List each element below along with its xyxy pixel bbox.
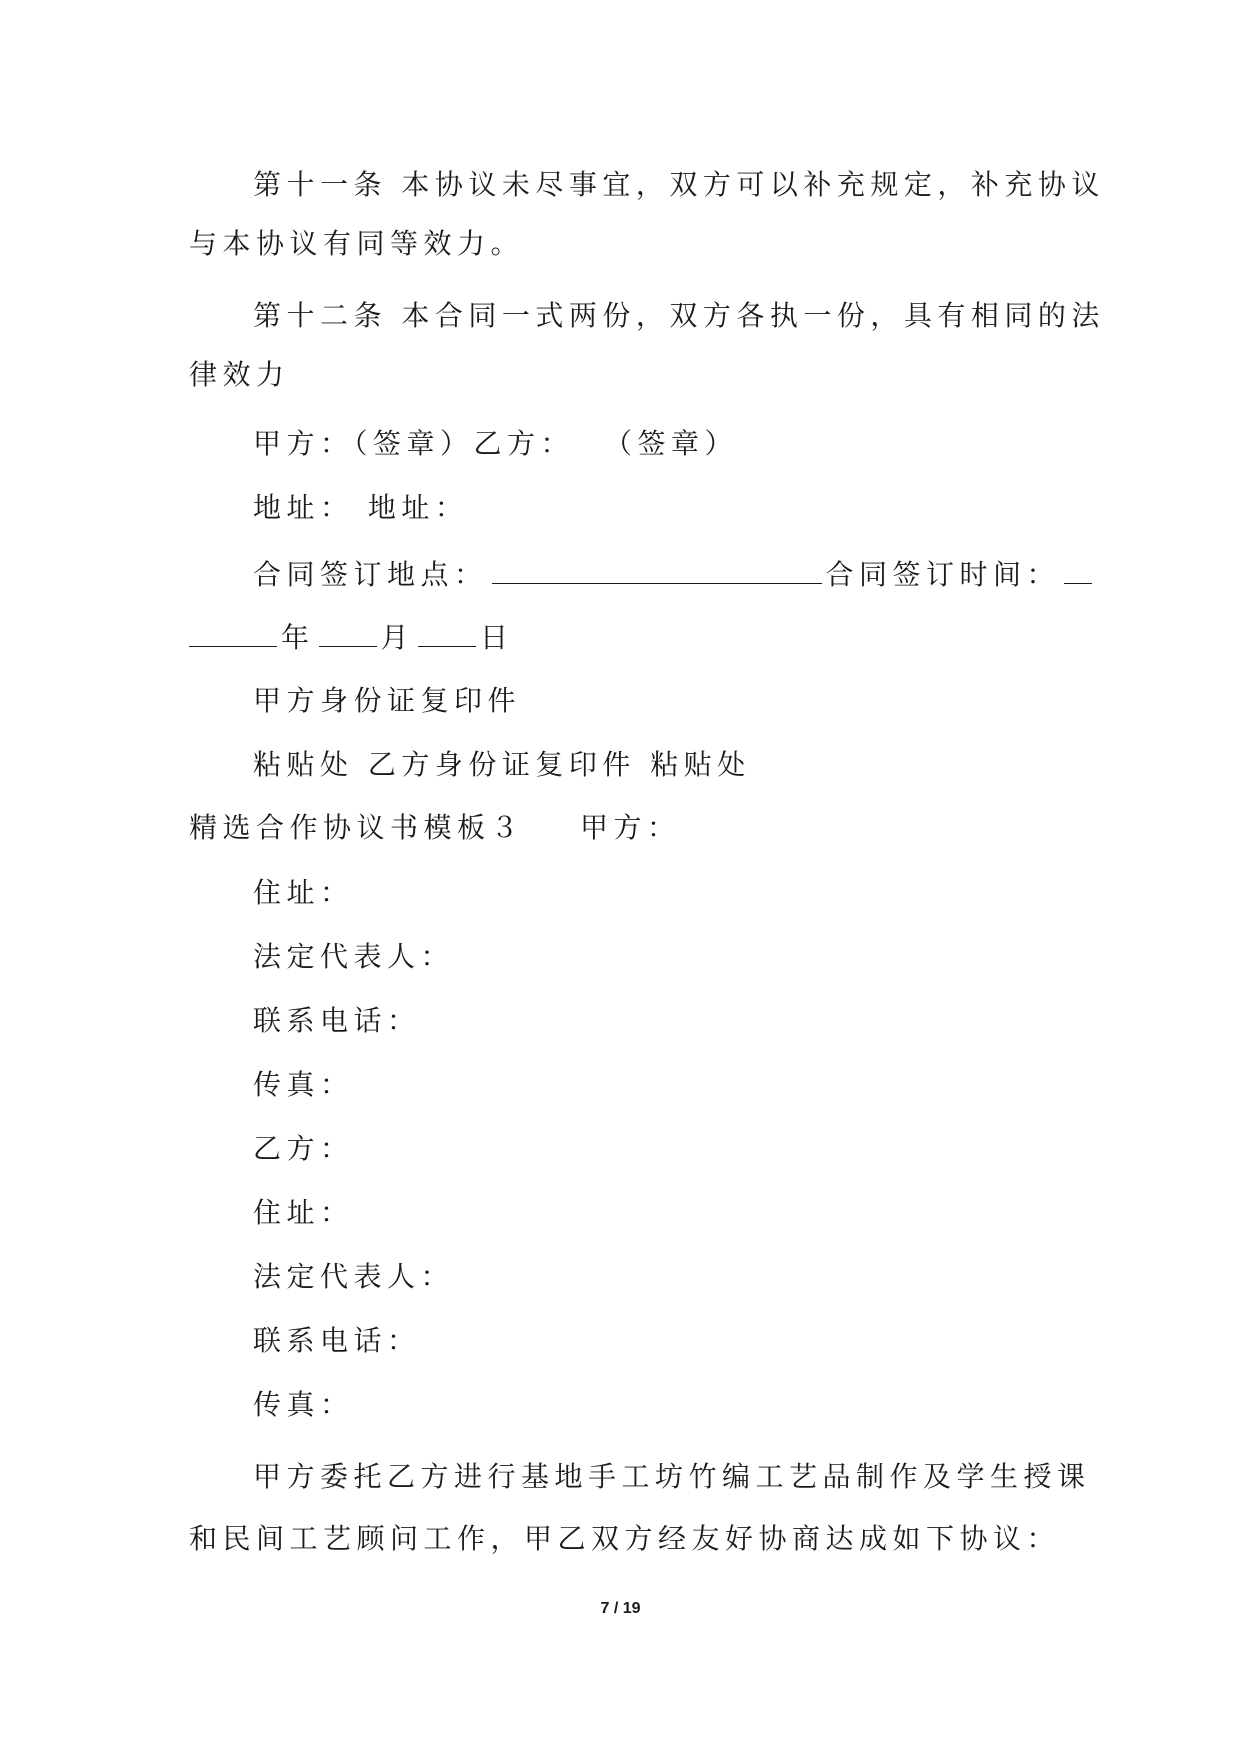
year-label: 年 (281, 621, 315, 654)
address-line: 地址： 地址： (253, 491, 469, 524)
signing-place-label: 合同签订地点： (253, 558, 488, 591)
id-copy-line-b: 粘贴处 乙方身份证复印件 粘贴处 (253, 748, 751, 781)
article-11-line-2: 与本协议有同等效力。 (189, 227, 525, 260)
day-label: 日 (480, 621, 514, 654)
signing-place-time-line (0, 555, 1241, 595)
agreement-body-line-1: 甲方委托乙方进行基地手工坊竹编工艺品制作及学生授课 (253, 1460, 1091, 1493)
party-a-fax: 传真： (253, 1068, 354, 1101)
party-a-representative: 法定代表人： (253, 940, 455, 973)
year-blank (189, 619, 277, 647)
day-blank (418, 619, 476, 647)
signing-time-blank (1064, 556, 1092, 584)
agreement-body-line-2: 和民间工艺顾问工作，甲乙双方经友好协商达成如下协议： (189, 1522, 1061, 1555)
signing-time-label: 合同签订时间： (825, 558, 1061, 591)
article-11-line-1: 第十一条 本协议未尽事宜，双方可以补充规定，补充协议 (253, 168, 1105, 201)
template-title-line (0, 808, 1241, 848)
party-b-fax: 传真： (253, 1388, 354, 1421)
month-label: 月 (380, 621, 415, 654)
signature-line (0, 424, 1241, 464)
party-a-phone: 联系电话： (253, 1004, 421, 1037)
month-blank (319, 619, 377, 647)
party-b-representative: 法定代表人： (253, 1260, 455, 1293)
template-title: 精选合作协议书模板３ (189, 811, 525, 844)
party-b-phone: 联系电话： (253, 1324, 421, 1357)
id-copy-line-a: 甲方身份证复印件 (253, 684, 522, 717)
party-a-label: 甲方： (580, 811, 681, 844)
page-number: 7 / 19 (600, 1600, 641, 1617)
date-line (0, 618, 1241, 658)
party-b-label: 乙方： (253, 1132, 354, 1165)
signing-place-blank (492, 556, 822, 584)
signature-party-b: （签章） (604, 427, 739, 460)
signature-party-a: 甲方：（签章）乙方： (253, 427, 575, 460)
article-12-line-1: 第十二条 本合同一式两份，双方各执一份，具有相同的法 (253, 299, 1105, 332)
party-a-address: 住址： (253, 876, 354, 909)
article-12-line-2: 律效力 (189, 358, 290, 391)
party-b-address: 住址： (253, 1196, 354, 1229)
